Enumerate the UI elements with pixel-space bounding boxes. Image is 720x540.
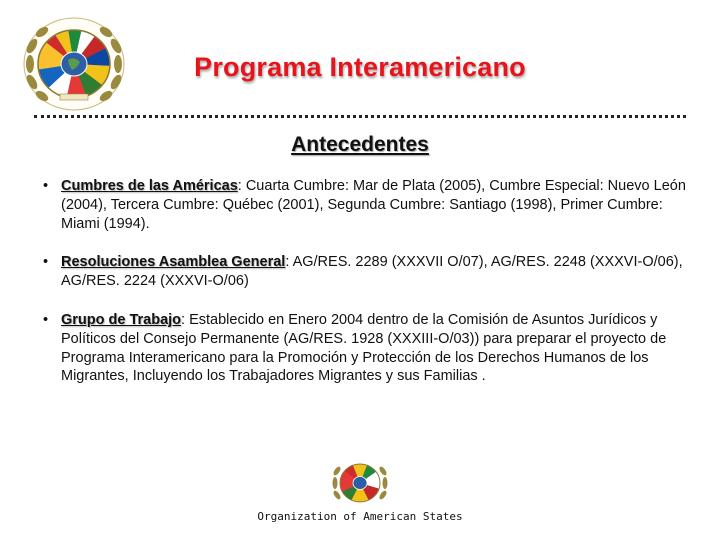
bullet-term: Resoluciones Asamblea General xyxy=(61,254,286,271)
list-item xyxy=(40,177,688,233)
bullet-list xyxy=(40,175,688,386)
list-item xyxy=(40,311,688,386)
oas-seal-small-icon xyxy=(330,455,390,511)
organization-name: Organization of American States xyxy=(257,510,463,523)
dotted-divider xyxy=(34,115,686,118)
section-heading-text: Antecedentes xyxy=(291,133,429,156)
bullet-text: : AG/RES. 2289 (XXXVII O/07), AG/RES. 2248 (XXXVI-O/06), AG/RES. 2224 (XXXVI-O/06) xyxy=(61,254,683,290)
page-title: Programa Interamericano xyxy=(194,52,526,82)
bullet-text: : Establecido en Enero 2004 dentro de la Comisión de Asuntos Jurídicos y Políticos del Consejo Permanente (AG/RES. 1928 (XXXIII-O/03)) para preparar el proyecto de Programa Interamericano para la Promoción y Protección de los Derechos Humanos de los Migrantes, Incluyendo los Trabajadores Migrantes y sus Familias . xyxy=(61,311,667,385)
list-item xyxy=(40,253,688,291)
bullet-term: Cumbres de las Américas xyxy=(61,178,238,194)
bullet-icon: • xyxy=(43,311,49,328)
section-heading xyxy=(0,133,720,157)
bullet-icon: • xyxy=(43,254,49,271)
bullet-text: : Cuarta Cumbre: Mar de Plata (2005), Cumbre Especial: Nuevo León (2004), Tercera Cumbre: Québec (2001), Segunda Cumbre: Santiago (1998), Primer Cumbre: Miami (1994). xyxy=(61,178,686,232)
bullet-term: Grupo de Trabajo xyxy=(61,311,182,328)
bullet-icon: • xyxy=(43,178,49,194)
